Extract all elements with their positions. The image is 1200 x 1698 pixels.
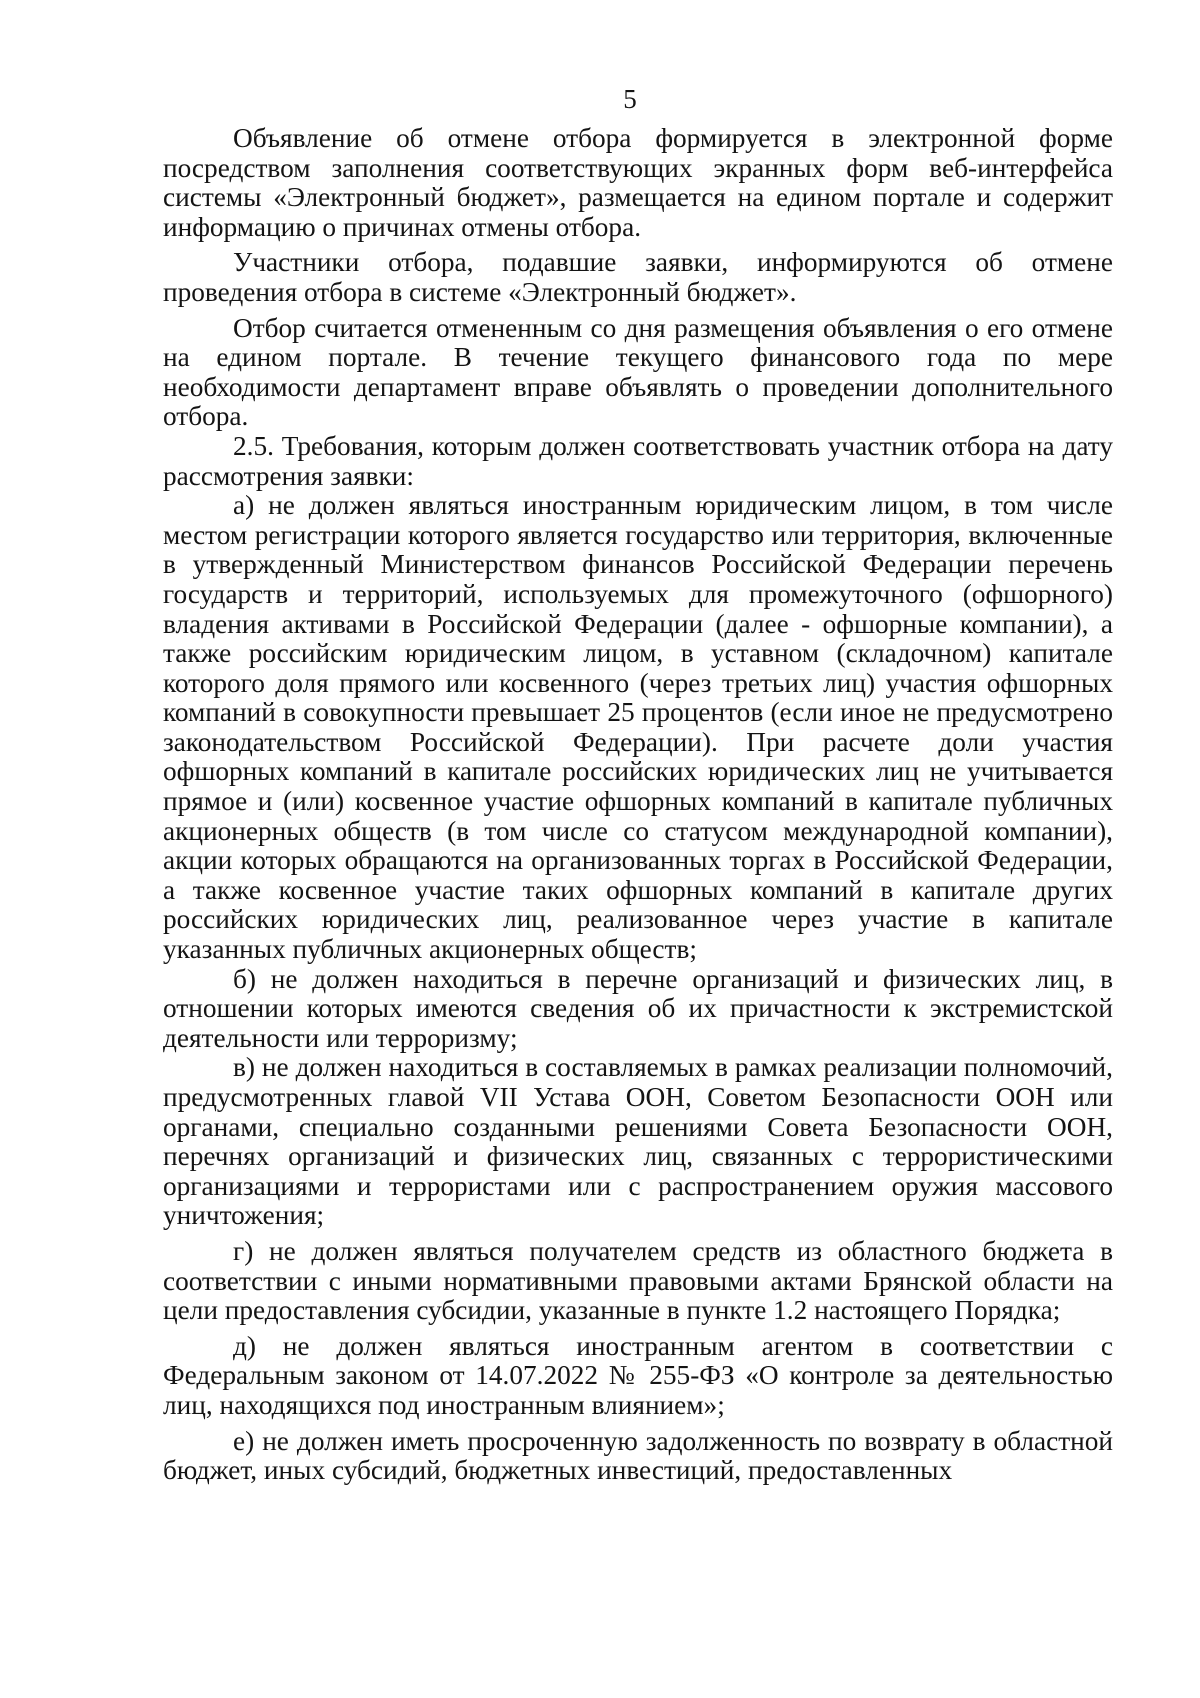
paragraph-cancellation-notice: Объявление об отмене отбора формируется в электронной форме посредством заполнения соответствующих экранных форм веб-интерфейса системы «Электронный бюджет», размещается на едином портале и содержит информацию о причинах отмены отбора. (163, 123, 1113, 242)
paragraph-participants-informed: Участники отбора, подавшие заявки, информируются об отмене проведения отбора в системе «Электронный бюджет». (163, 247, 1113, 307)
paragraph-requirement-a: а) не должен являться иностранным юридическим лицом, в том числе местом регистрации которого является государство или территория, включенные в утвержденный Министерством финансов Российской Федерации перечень государств и территорий, используемых для промежуточного (офшорного) владения активами в Российской Федерации (далее - офшорные компании), а также российским юридическим лицом, в уставном (складочном) капитале которого доля прямого или косвенного (через третьих лиц) участия офшорных компаний в совокупности превышает 25 процентов (если иное не предусмотрено законодательством Российской Федерации). При расчете доли участия офшорных компаний в капитале российских юридических лиц не учитывается прямое и (или) косвенное участие офшорных компаний в капитале публичных акционерных обществ (в том числе со статусом международной компании), акции которых обращаются на организованных торгах в Российской Федерации, а также косвенное участие таких офшорных компаний в капитале других российских юридических лиц, реализованное через участие в капитале указанных публичных акционерных обществ; (163, 490, 1113, 965)
paragraph-requirement-d: д) не должен являться иностранным агентом в соответствии с Федеральным законом от 14.07.2022 № 255-ФЗ «О контроле за деятельностью лиц, находящихся под иностранным влиянием»; (163, 1330, 1113, 1420)
page-number: 5 (623, 84, 637, 114)
paragraph-requirement-g: г) не должен являться получателем средств из областного бюджета в соответствии с иными нормативными правовыми актами Брянской области на цели предоставления субсидии, указанные в пункте 1.2 настоящего Порядка; (163, 1235, 1113, 1326)
paragraph-requirement-b: б) не должен находиться в перечне организаций и физических лиц, в отношении которых имеются сведения об их причастности к экстремистской деятельности или терроризму; (163, 963, 1113, 1053)
paragraph-requirements-heading: 2.5. Требования, которым должен соответствовать участник отбора на дату рассмотрения заявки: (163, 430, 1113, 491)
paragraph-requirement-e: е) не должен иметь просроченную задолженность по возврату в областной бюджет, иных субсидий, бюджетных инвестиций, предоставленных (163, 1425, 1113, 1486)
paragraph-selection-cancelled: Отбор считается отмененным со дня размещения объявления о его отмене на едином портале. В течение текущего финансового года по мере необходимости департамент вправе объявлять о проведении дополнительного отбора. (163, 312, 1113, 432)
document-body (163, 124, 1113, 1486)
paragraph-requirement-v: в) не должен находиться в составляемых в рамках реализации полномочий, предусмотренных главой VII Устава ООН, Советом Безопасности ООН или органами, специально созданными решениями Совета Безопасности ООН, перечнях организаций и физических лиц, связанных с террористическими организациями и террористами или с распространением оружия массового уничтожения; (163, 1052, 1113, 1231)
